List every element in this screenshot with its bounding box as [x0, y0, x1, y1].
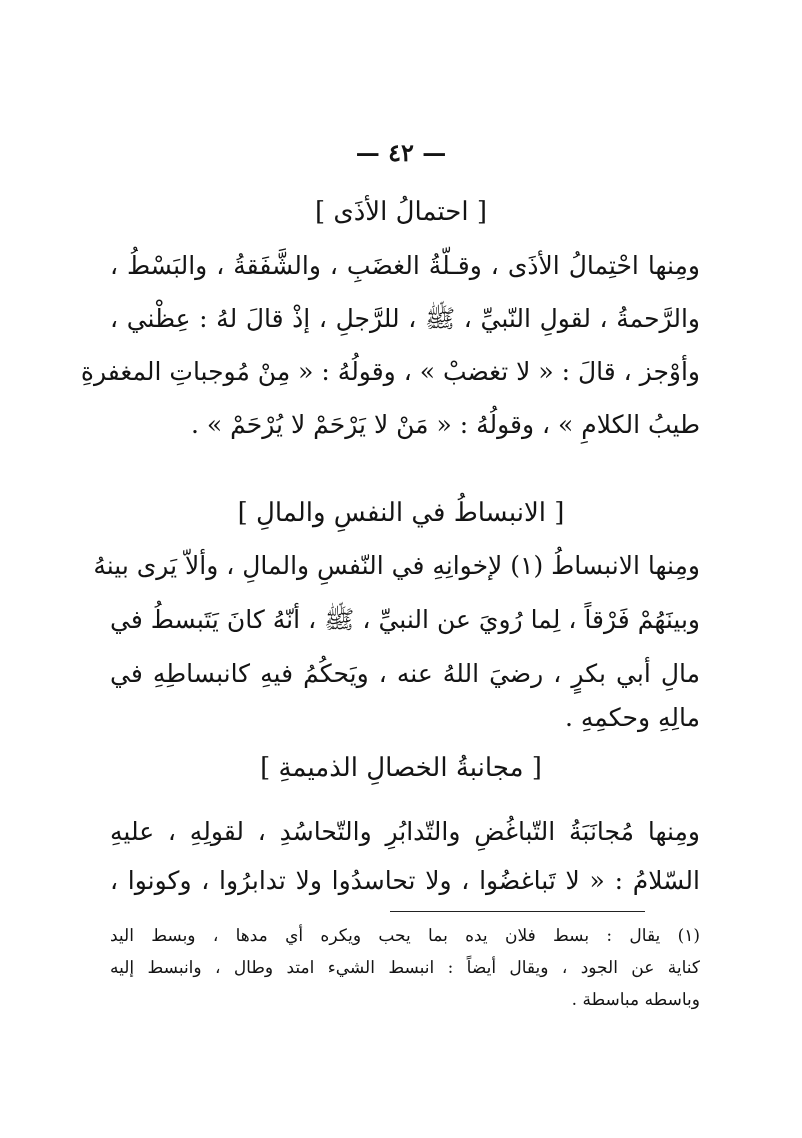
footnote-line: كناية عن الجود ، ويقال أيضاً : انبسط الشيء امتد وطال ، وانبسط إليه: [110, 958, 700, 978]
paragraph-line: ومِنها احْتِمالُ الأذَى ، وقـلّةُ الغضَبِ ، والشَّفَقةُ ، والبَسْطُ ،: [110, 251, 700, 280]
footnote-separator: [390, 911, 645, 912]
footnote-line: (١) يقال : بسط فلان يده بما يحب ويكره أي مدها ، وبسط اليد: [110, 926, 700, 946]
footnote-line: وباسطه مباسطة .: [571, 990, 700, 1010]
paragraph-line: ومِنها مُجانَبَةُ التّباغُضِ والتّدابُرِ والتّحاسُدِ ، لقولِهِ ، عليهِ: [110, 817, 700, 846]
paragraph-line: وأوْجز ، قالَ : « لا تغضبْ » ، وقولُهُ : « مِنْ مُوجباتِ المغفرةِ: [80, 357, 700, 386]
section-heading-tolerating-harm: [ احتمالُ الأذَى ]: [314, 197, 488, 227]
paragraph-line: والرَّحمةُ ، لقولِ النّبيِّ ، ﷺ ، للرَّجلِ ، إذْ قالَ لهُ : عِظْني ،: [110, 304, 700, 333]
section-heading-openness: [ الانبساطُ في النفسِ والمالِ ]: [237, 498, 565, 528]
page-number: — ٤٢ —: [355, 138, 447, 167]
section-heading-avoiding-vices: [ مجانبةُ الخصالِ الذميمةِ ]: [260, 753, 542, 783]
paragraph-line: مالِهِ وحكمِهِ .: [564, 703, 700, 732]
paragraph-line: وبينَهُمْ فَرْقاً ، لِما رُويَ عن النبيِّ ، ﷺ ، أنّهُ كانَ يَتَبسطُ في: [110, 605, 700, 634]
paragraph-line: طيبُ الكلامِ » ، وقولُهُ : « مَنْ لا يَرْحَمْ لا يُرْحَمْ » .: [191, 410, 700, 439]
paragraph-line: ومِنها الانبساطُ (١) لإخوانِهِ في النّفسِ والمالِ ، وألاّ يَرى بينهُ: [93, 551, 700, 580]
paragraph-line: مالِ أبي بكرٍ ، رضيَ اللهُ عنه ، ويَحكُمُ فيهِ كانبساطِهِ في: [110, 659, 700, 688]
paragraph-line: السّلامُ : « لا تَباغضُوا ، ولا تحاسدُوا ولا تدابرُوا ، وكونوا ،: [110, 866, 700, 895]
